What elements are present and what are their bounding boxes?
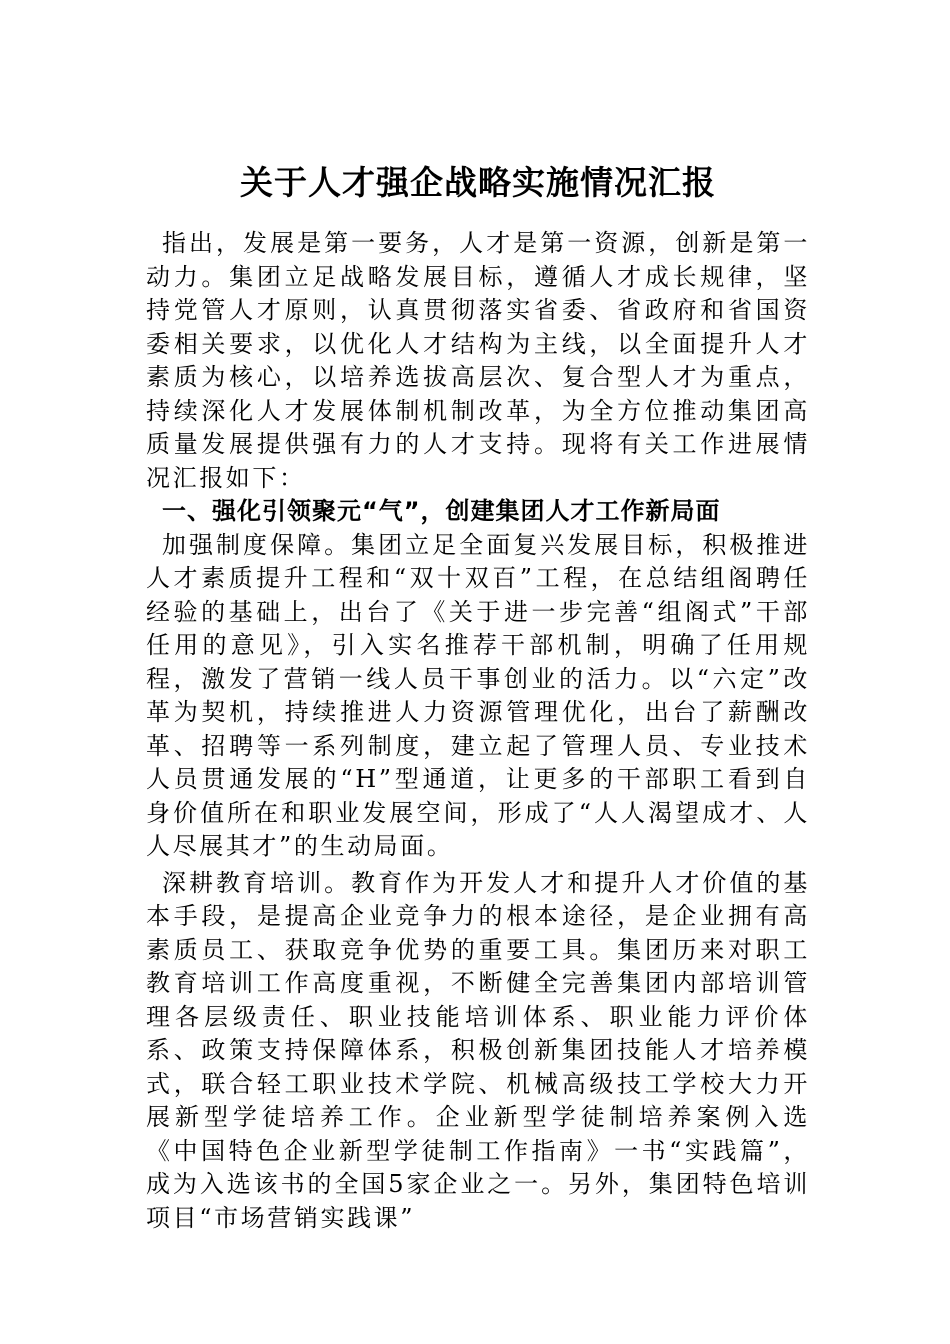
section-1-paragraph-2: 深耕教育培训。教育作为开发人才和提升人才价值的基本手段，是提高企业竞争力的根本途径，是企业拥有高素质员工、获取竞争优势的重要工具。集团历来对职工教育培训工作高度重视，不断健全完善集团内部培训管理各层级责任、职业技能培训体系、职业能力评价体系、政策支持保障体系，积极创新集团技能人才培养模式，联合轻工职业技术学院、机械高级技工学校大力开展新型学徒培养工作。企业新型学徒制培养案例入选《中国特色企业新型学徒制工作指南》一书“实践篇”，成为入选该书的全国5家企业之一。另外，集团特色培训项目“市场营销实践课” xyxy=(146,868,810,1232)
intro-paragraph: 指出，发展是第一要务，人才是第一资源，创新是第一动力。集团立足战略发展目标，遵循人才成长规律，坚持党管人才原则，认真贯彻落实省委、省政府和省国资委相关要求，以优化人才结构为主线，以全面提升人才素质为核心，以培养选拔高层次、复合型人才为重点，持续深化人才发展体制机制改革，为全方位推动集团高质量发展提供强有力的人才支持。现将有关工作进展情况汇报如下： xyxy=(146,229,810,492)
document-body xyxy=(146,227,810,1235)
document-title: 关于人才强企战略实施情况汇报 xyxy=(240,163,716,202)
section-1-heading: 一、强化引领聚元“气”，创建集团人才工作新局面 xyxy=(162,497,721,525)
section-1-paragraph-1: 加强制度保障。集团立足全面复兴发展目标，积极推进人才素质提升工程和“双十双百”工程，在总结组阁聘任经验的基础上，出台了《关于进一步完善“组阁式”干部任用的意见》，引入实名推荐干部机制，明确了任用规程，激发了营销一线人员干事创业的活力。以“六定”改革为契机，持续推进人力资源管理优化，出台了薪酬改革、招聘等一系列制度，建立起了管理人员、专业技术人员贯通发展的“H”型通道，让更多的干部职工看到自身价值所在和职业发展空间，形成了“人人渴望成才、人人尽展其才”的生动局面。 xyxy=(146,530,810,860)
